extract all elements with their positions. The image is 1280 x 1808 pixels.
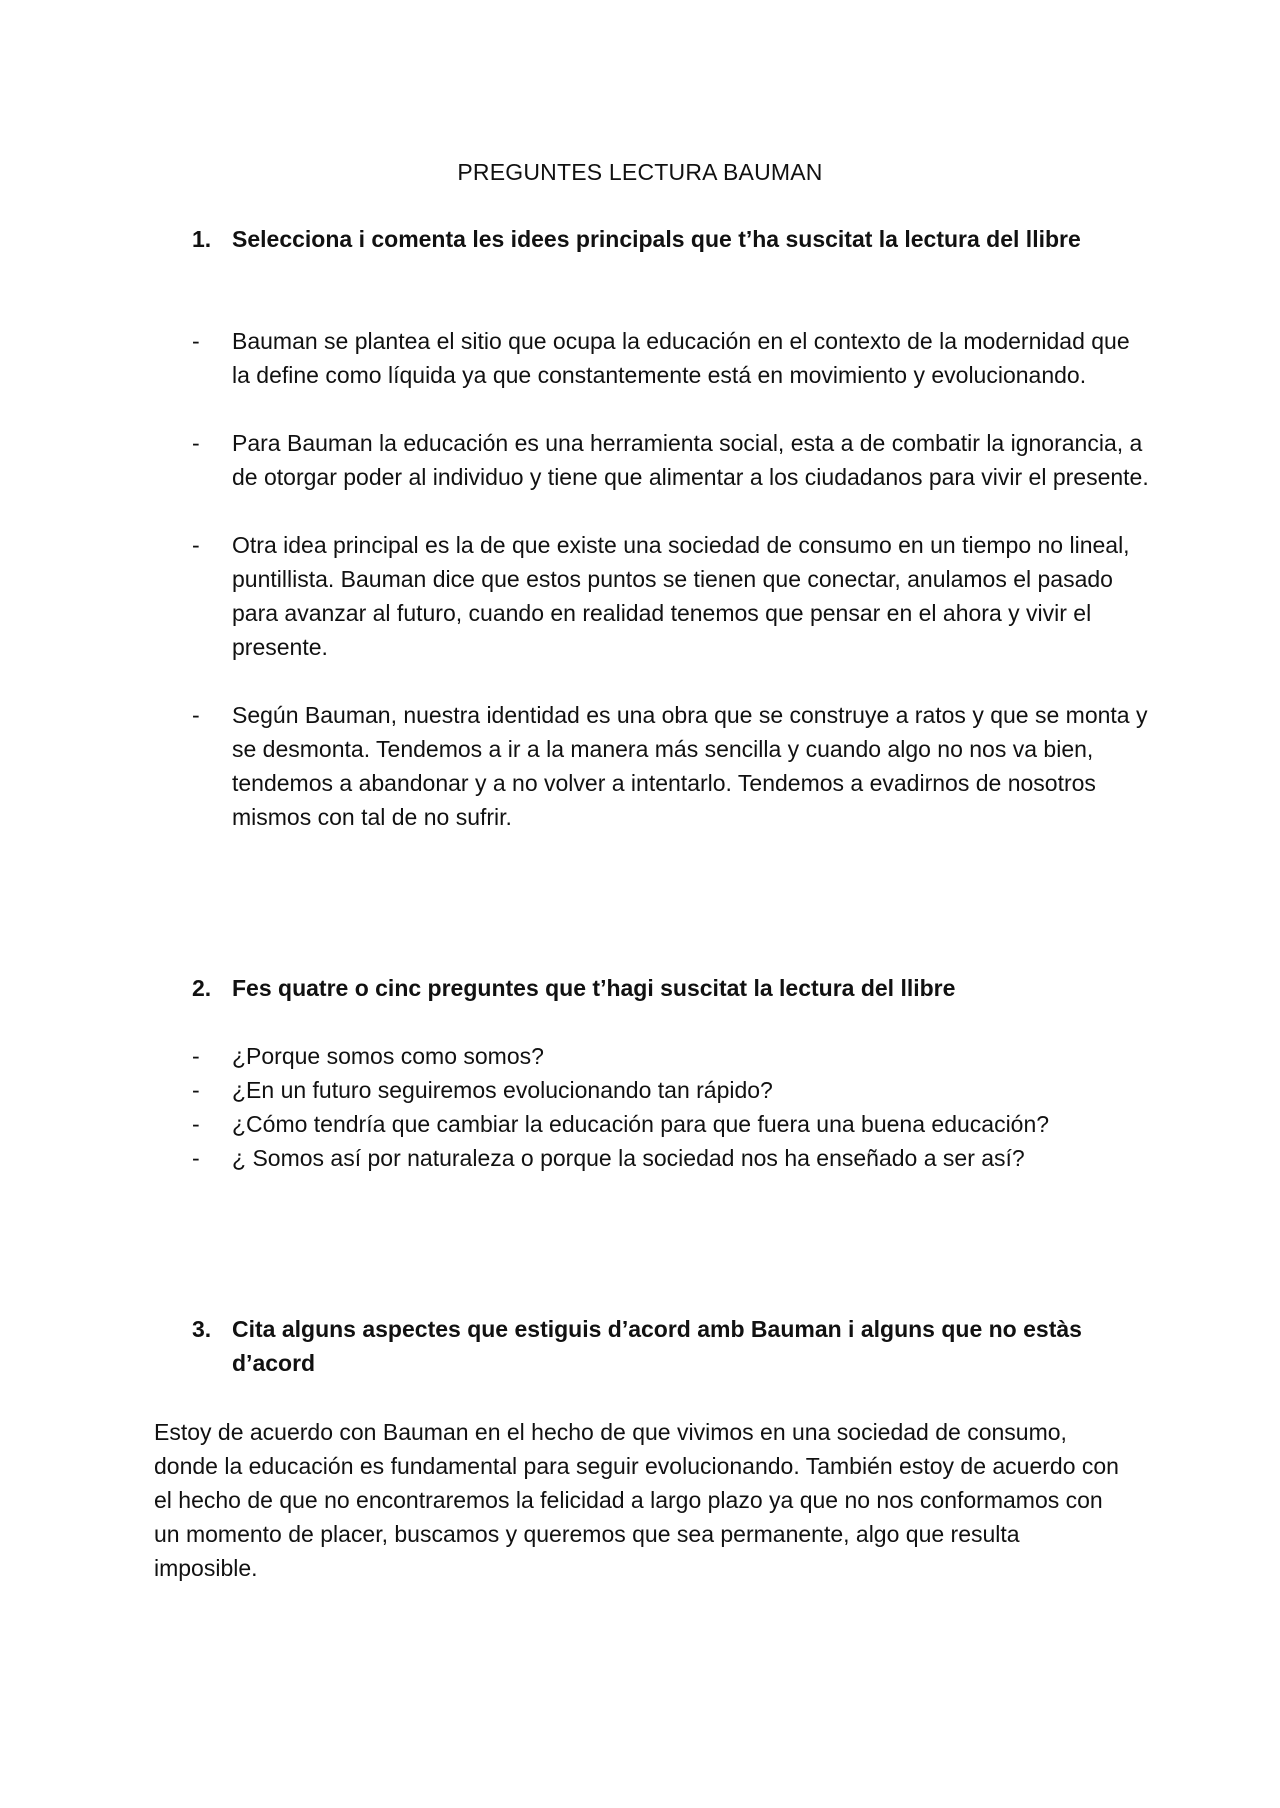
answer-text: Bauman se plantea el sitio que ocupa la educación en el contexto de la modernidad que la define como líquida ya que constantemente está en movimiento y evolucionando. <box>232 328 1130 388</box>
answer-text: ¿Porque somos como somos? <box>232 1043 544 1069</box>
answer-text: Para Bauman la educación es una herramienta social, esta a de combatir la ignorancia, a de otorgar poder al individuo y tiene que alimentar a los ciudadanos para vivir el presente. <box>232 430 1149 490</box>
bullet-dash: - <box>192 1043 200 1069</box>
bullet-dash: - <box>192 1111 200 1137</box>
bullet-dash: - <box>192 1077 200 1103</box>
bullet-dash: - <box>192 532 200 558</box>
question-1-answers <box>192 324 1152 868</box>
question-1-number: 1. <box>192 226 212 252</box>
question-3-number: 3. <box>192 1316 212 1342</box>
answer-text: Según Bauman, nuestra identidad es una obra que se construye a ratos y que se monta y se desmonta. Tendemos a ir a la manera más sencilla y cuando algo no nos va bien, tendemos a abandonar y a no volver a intentarlo. Tendemos a evadirnos de nosotros mismos con tal de no sufrir. <box>232 702 1148 830</box>
answer-text: Otra idea principal es la de que existe una sociedad de consumo en un tiempo no lineal, puntillista. Bauman dice que estos puntos se tienen que conectar, anulamos el pasado para avanzar al futuro, cuando en realidad tenemos que pensar en el ahora y vivir el presente. <box>232 532 1130 660</box>
question-3-answer: Estoy de acuerdo con Bauman en el hecho de que vivimos en una sociedad de consumo, donde la educación es fundamental para seguir evolucionando. También estoy de acuerdo con el hecho de que no encontraremos la felicidad a largo plazo ya que no nos conformamos con un momento de placer, buscamos y queremos que sea permanente, algo que resulta imposible. <box>154 1419 1119 1581</box>
question-3-heading <box>192 1312 1152 1380</box>
question-2-number: 2. <box>192 975 212 1001</box>
list-item <box>192 528 1152 664</box>
answer-text: ¿ Somos así por naturaleza o porque la sociedad nos ha enseñado a ser así? <box>232 1145 1025 1171</box>
list-item <box>192 1141 1152 1175</box>
answer-text: ¿Cómo tendría que cambiar la educación para que fuera una buena educación? <box>232 1111 1050 1137</box>
page-title: PREGUNTES LECTURA BAUMAN <box>457 159 823 185</box>
bullet-dash: - <box>192 702 200 728</box>
list-item <box>192 698 1152 834</box>
bullet-dash: - <box>192 1145 200 1171</box>
question-2-heading <box>192 971 1152 1005</box>
answer-text: ¿En un futuro seguiremos evolucionando tan rápido? <box>232 1077 773 1103</box>
question-3-text: Cita alguns aspectes que estiguis d’acord amb Bauman i alguns que no estàs d’acord <box>232 1316 1082 1376</box>
question-1-text: Selecciona i comenta les idees principals que t’ha suscitat la lectura del llibre <box>232 226 1081 252</box>
list-item <box>192 1039 1152 1073</box>
question-1-heading <box>192 222 1152 256</box>
list-item <box>192 1107 1152 1141</box>
list-item <box>192 324 1152 392</box>
question-2-answers <box>192 1039 1152 1175</box>
list-item <box>192 1073 1152 1107</box>
bullet-dash: - <box>192 328 200 354</box>
bullet-dash: - <box>192 430 200 456</box>
list-item <box>192 426 1152 494</box>
question-2-text: Fes quatre o cinc preguntes que t’hagi suscitat la lectura del llibre <box>232 975 956 1001</box>
